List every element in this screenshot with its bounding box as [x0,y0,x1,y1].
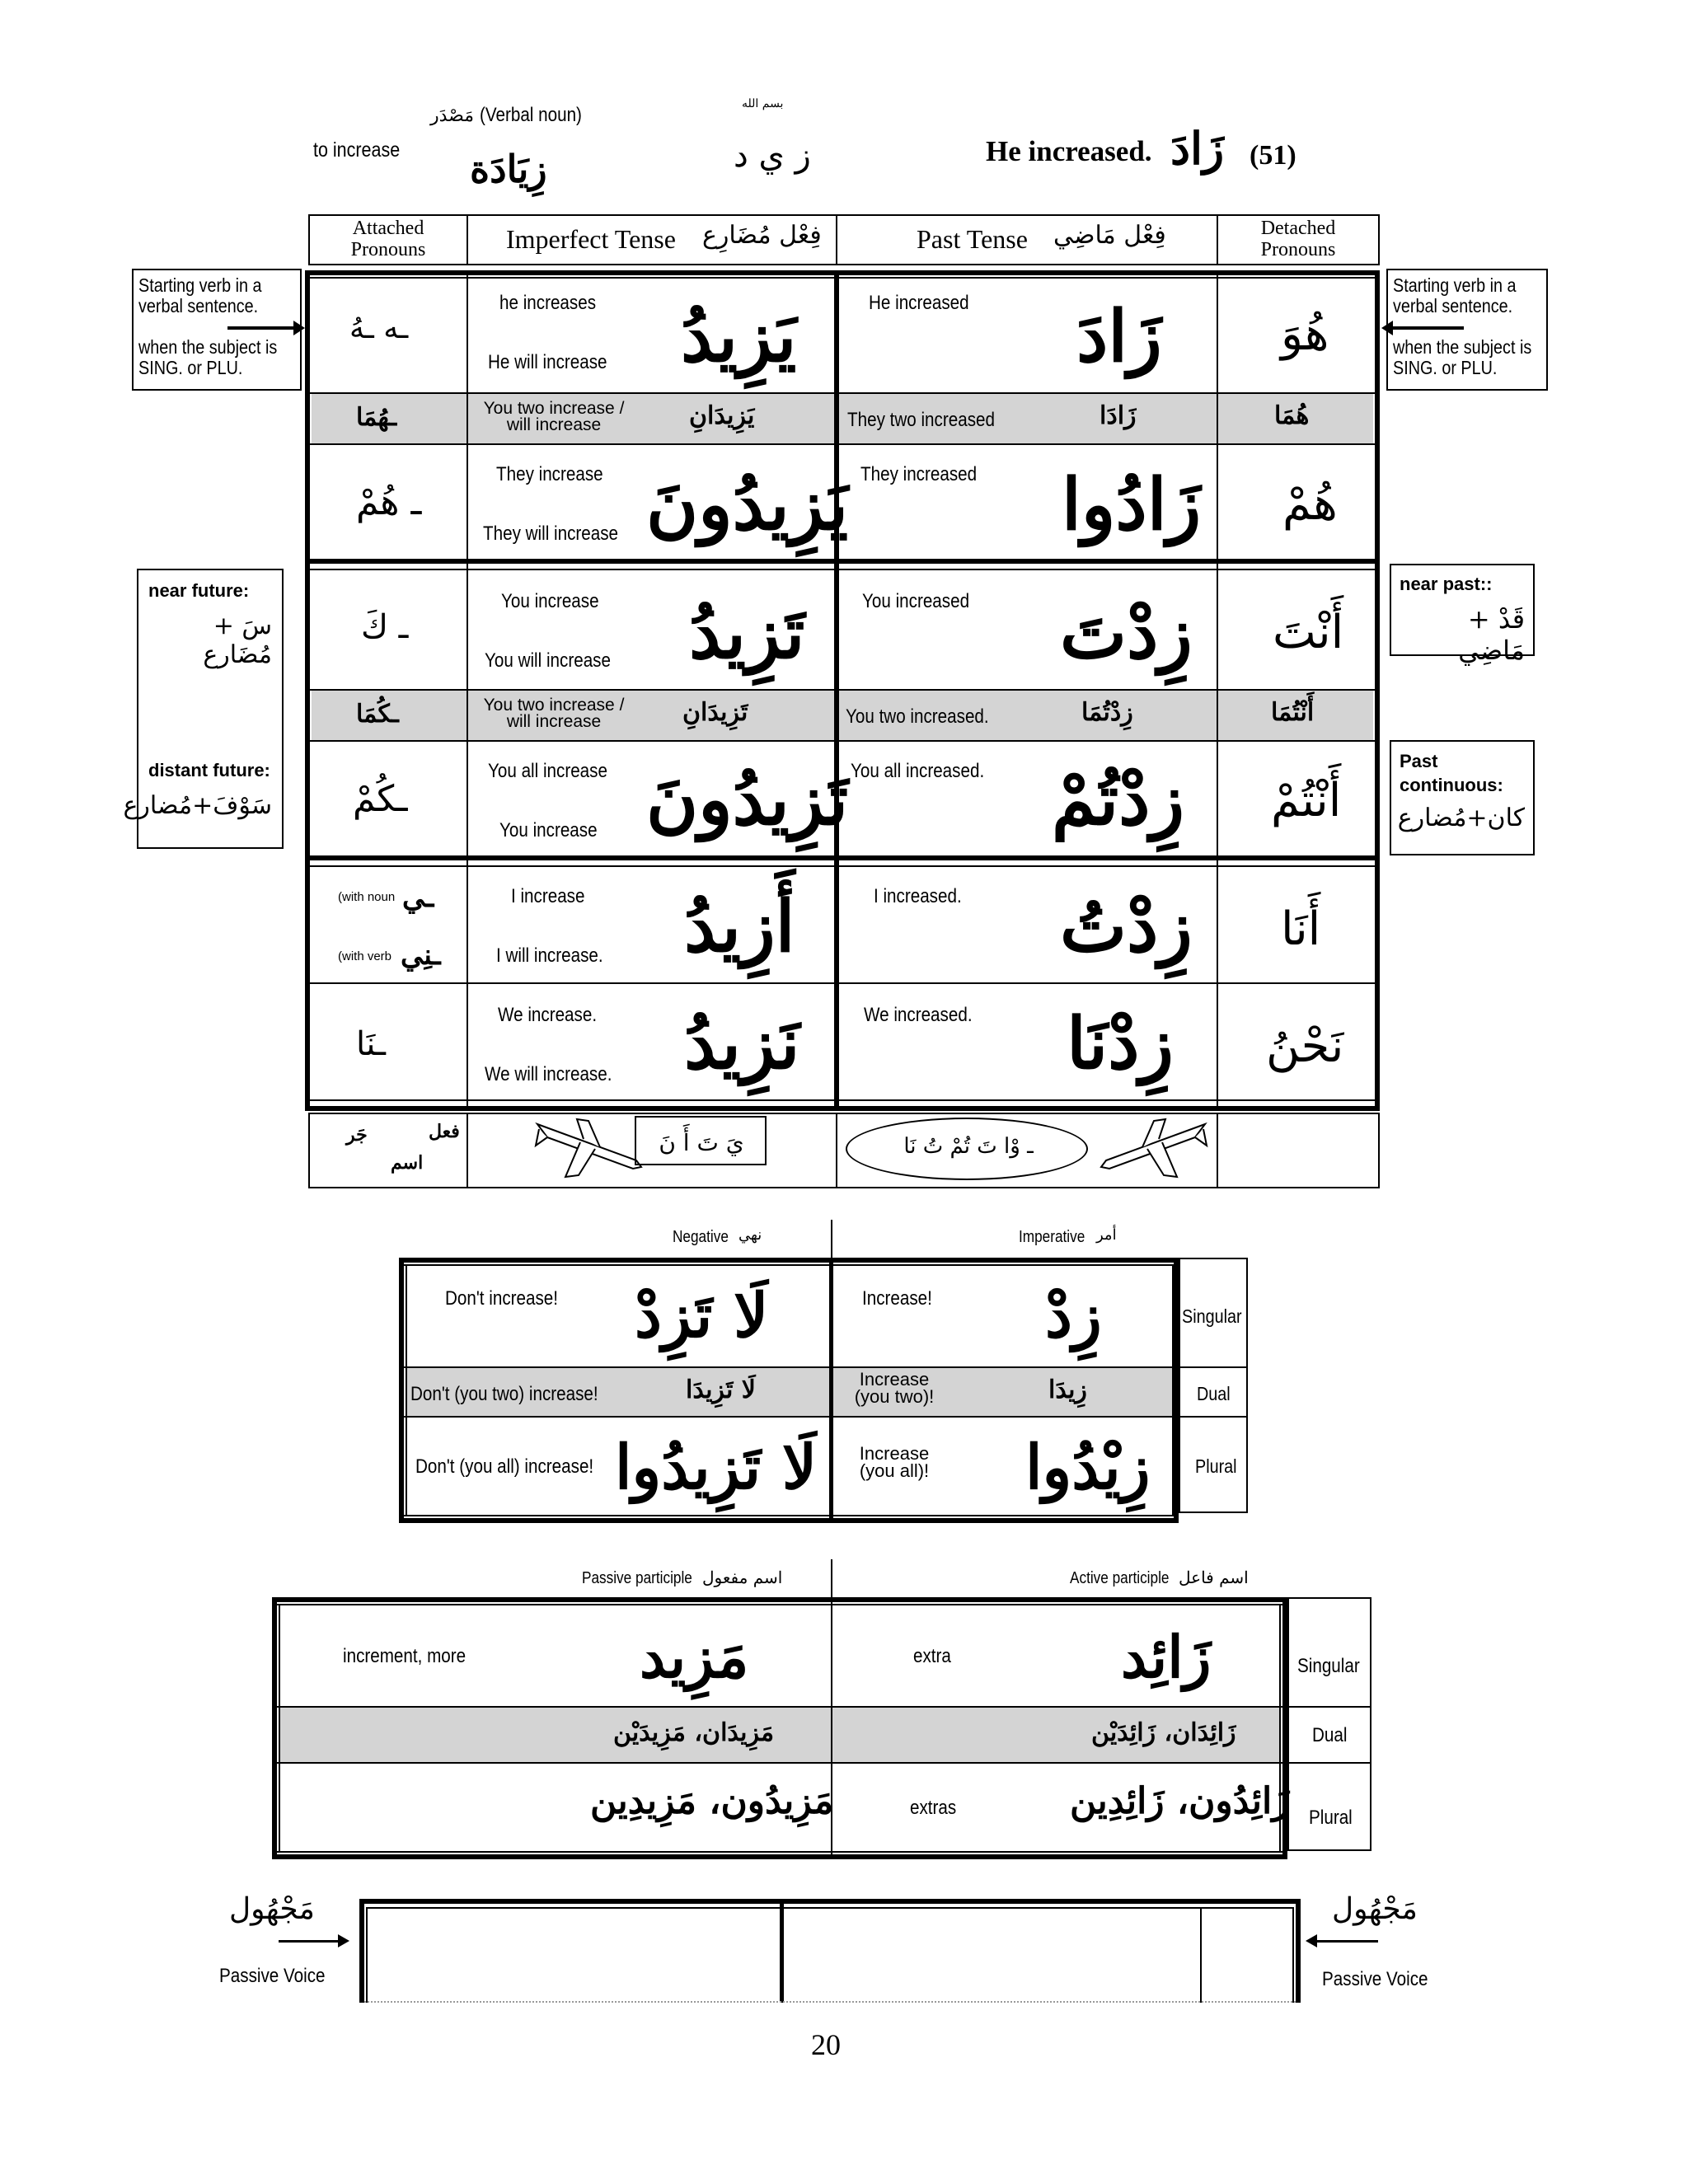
past-en: They increased [860,463,978,485]
imp-sing-ar: زِدْ [1045,1281,1102,1352]
affix-ism: اسم [391,1152,424,1174]
imperfect-ar: أَزِيدُ [684,885,795,968]
to-increase: to increase [313,138,401,162]
table-row [310,742,1375,855]
table-row [310,279,1375,392]
active-participle-head-en: Active participle [1070,1569,1170,1587]
verb-title-ar: زَادَ [1170,122,1225,175]
imperfect-ar: تَزِيدُونَ [646,758,849,841]
detached-pronoun: نَحْنُ [1266,1019,1344,1073]
table-row [310,394,1375,443]
participle-label-plural: Plural [1309,1807,1353,1829]
imperfect-en-2: You will increase [485,649,611,672]
imperfect-ar: يَزِيدَانِ [689,401,755,430]
attached-pronoun: ـكُمَا [356,700,399,729]
imp-dual-ar: زِيدَا [1048,1376,1087,1404]
past-ar: زَادُوا [1062,463,1202,546]
imperfect-en-1: They increase [496,463,603,485]
column-header-row [308,214,1380,265]
attached-note-verb: (with verb [338,949,392,963]
attached-pronoun: ـنَا [356,1025,386,1063]
neg-sing-ar: لَا تَزِدْ [635,1281,769,1352]
past-ar: زَادَا [1100,401,1137,430]
masdar-heading [430,104,598,127]
past-en: You all increased. [851,760,985,782]
active-participle-head-ar: اسم فاعل [1179,1568,1249,1587]
imperfect-en-2: You increase [499,819,598,841]
neg-plural-ar: لَا تَزِيدُوا [615,1432,818,1503]
distant-future-label: distant future: [148,760,270,780]
passive-voice-table [359,1899,1301,2003]
attached-pronoun-verb: ـنِي [401,939,441,972]
passive-voice-left: Passive Voice [219,1965,326,1987]
attached-pronoun: ـكُمْ [353,778,408,820]
distant-future-formula: سَوْفَ+مُضارع [123,791,272,820]
note-future [123,569,284,849]
passive-sing-ar: مَزِيد [640,1623,749,1691]
arrow-right-icon [227,326,298,330]
imp-sing-en: Increase! [862,1287,932,1310]
arrowhead-right-icon [338,1934,349,1947]
verb-number: (51) [1250,140,1296,171]
imperfect-ar: يَزِيدُ [681,295,797,378]
past-ar: زِدْتُمَا [1081,698,1133,727]
header-past-en: Past Tense [917,224,1028,254]
neg-dual-en: Don't (you two) increase! [410,1383,598,1405]
imp-dual-en: Increase (you two)! [854,1369,935,1407]
past-continuous-formula: كان+مُضارع [1397,804,1525,833]
imperfect-en-2: We will increase. [485,1063,612,1085]
detached-pronoun: أَنْتَ [1273,606,1344,659]
table-row [310,984,1375,1099]
imperfect-en-1: You two increase / will increase [483,696,625,731]
attached-pronoun: ـهُمَا [356,403,397,432]
neg-sing-en: Don't increase! [445,1287,559,1310]
active-plural-en: extras [910,1797,957,1819]
past-en: You two increased. [846,705,989,728]
imp-plural-en: Increase (you all)! [859,1443,930,1481]
note-starting-verb-left [132,269,302,391]
note-left-line1: Starting verb in a verbal sentence. [138,274,262,317]
table-row [310,570,1375,689]
note-left-line2: when the subject is SING. or PLU. [138,335,278,378]
imperative-head-ar: أمر [1096,1226,1117,1244]
airplane-left-icon [531,1113,646,1182]
arrowhead-right-icon [293,321,305,335]
affix-jar: جَر [346,1124,368,1146]
active-dual-ar: زَائِدَان، زَائِدَيْن [1091,1718,1236,1747]
passive-table-dotted-edge [364,2001,1296,2003]
imperfect-ar: تَزِيدَانِ [682,698,748,727]
majhul-right: مَجْهُول [1332,1892,1418,1926]
near-past-label: near past:: [1400,574,1493,594]
imperfect-en-1: You increase [501,590,599,612]
table-row [310,691,1375,740]
imp-plural-ar: زِيْدُوا [1025,1432,1151,1503]
past-en: We increased. [864,1004,973,1026]
near-future-label: near future: [148,580,250,601]
majhul-left: مَجْهُول [229,1892,315,1926]
airplane-right-icon [1096,1113,1212,1182]
masdar-en: (Verbal noun) [479,104,582,126]
attached-pronoun: ـي [402,881,434,914]
label-singular: Singular [1182,1305,1242,1327]
basmala: بسم الله [742,97,784,110]
passive-sing-en: increment, more [343,1645,467,1667]
active-sing-ar: زَائِد [1121,1623,1212,1691]
detached-pronoun: أَنْتُمَا [1271,698,1315,727]
passive-participle-head-en: Passive participle [582,1569,692,1587]
near-future-formula: سَ + مُضَارع [203,612,272,669]
note-starting-verb-right [1386,269,1548,391]
negative-head-en: Negative [673,1228,729,1246]
passive-participle-head-ar: اسم مفعول [702,1568,783,1587]
header-attached: Attached Pronouns [350,218,426,261]
imperfect-en-2: They will increase [483,523,619,545]
verb-title-en: He increased. [986,135,1152,167]
arrow-right-icon [279,1940,341,1943]
active-sing-en: extra [913,1645,951,1667]
past-ar: زِدْتَ [1060,592,1193,675]
affix-row [308,1113,1380,1188]
neg-dual-ar: لَا تَزِيدَا [686,1376,756,1404]
note-near-past [1390,564,1535,666]
active-plural-ar: زَائِدُون، زَائِدِين [1070,1780,1290,1822]
past-ar: زِدْنَا [1067,1002,1174,1085]
near-past-formula: قَدْ + مَاضِي [1458,603,1525,666]
imperfect-en-1: We increase. [498,1004,598,1026]
table-row [310,445,1375,559]
past-ar: زِدْتُ [1060,885,1193,968]
header-detached: Detached Pronouns [1260,218,1336,261]
detached-pronoun: هُمْ [1282,477,1338,531]
table-row [310,867,1375,982]
past-ar: زَادَ [1076,295,1162,378]
imperative-head-en: Imperative [1019,1228,1085,1246]
participle-label-dual: Dual [1312,1724,1348,1746]
imperfect-en-1: I increase [511,885,585,907]
imperfect-en-1: You two increase / will increase [483,399,625,434]
past-ar: زِدْتُمْ [1052,758,1184,841]
past-en: He increased [869,292,969,314]
imperfect-en-2: He will increase [488,351,607,373]
arrowhead-left-icon [1306,1934,1317,1947]
masdar-word: زِيَادَة [470,147,547,191]
root-letters: ز ي د [734,137,811,175]
imperfect-en-1: he increases [499,292,597,314]
header-past-ar: فِعْل مَاضِي [1053,221,1166,250]
note-right-line1: Starting verb in a verbal sentence. [1393,274,1517,317]
attached-pronoun: ـ كَ [361,608,409,646]
imperfect-ar: يَزِيدُونَ [646,463,849,546]
prefix-letters: يَ تَ أَ نَ [659,1129,744,1156]
attached-note-noun: (with noun [338,890,396,904]
header-imperfect-ar: فِعْل مُضَارِع [702,221,822,250]
neg-plural-en: Don't (you all) increase! [415,1455,594,1478]
arrow-left-icon [1393,326,1464,330]
past-en: They two increased [847,409,995,431]
past-en: I increased. [874,885,962,907]
participle-label-singular: Singular [1297,1655,1360,1677]
negative-head-ar: نهي [738,1226,762,1244]
passive-plural-ar: مَزِيدُون، مَزِيدِين [590,1780,834,1822]
label-dual: Dual [1197,1383,1231,1404]
passive-voice-right: Passive Voice [1322,1968,1428,1990]
detached-pronoun: أَنَا [1281,902,1321,956]
detached-pronoun: هُمَا [1274,401,1310,430]
label-plural: Plural [1195,1455,1237,1477]
header-imperfect-en: Imperfect Tense [506,224,676,254]
detached-pronoun: هُوَ [1281,307,1329,361]
imperfect-ar: تَزِيدُ [689,592,805,675]
page-number: 20 [811,2028,841,2061]
masdar-ar: مَصْدَر [430,105,475,126]
imperfect-en-1: You all increase [488,760,607,782]
arrow-left-icon [1315,1940,1378,1943]
note-past-continuous [1390,740,1535,855]
attached-pronoun: ـه ـهُ [349,312,409,345]
past-continuous-label: Past continuous: [1400,751,1503,795]
note-right-line2: when the subject is SING. or PLU. [1393,335,1532,378]
imperfect-ar: نَزِيدُ [684,1002,800,1085]
imperfect-en-2: I will increase. [496,944,603,967]
passive-dual-ar: مَزِيدَان، مَزِيدَيْن [613,1718,775,1747]
past-en: You increased [862,590,970,612]
affix-fil: فعل [429,1121,460,1142]
suffix-letters: ـ وْا تَ تُمْ تُ نَا [903,1134,1034,1159]
detached-pronoun: أَنْتُمْ [1271,774,1342,827]
arrowhead-left-icon [1381,321,1393,335]
attached-pronoun: ـ هُمْ [356,481,422,523]
